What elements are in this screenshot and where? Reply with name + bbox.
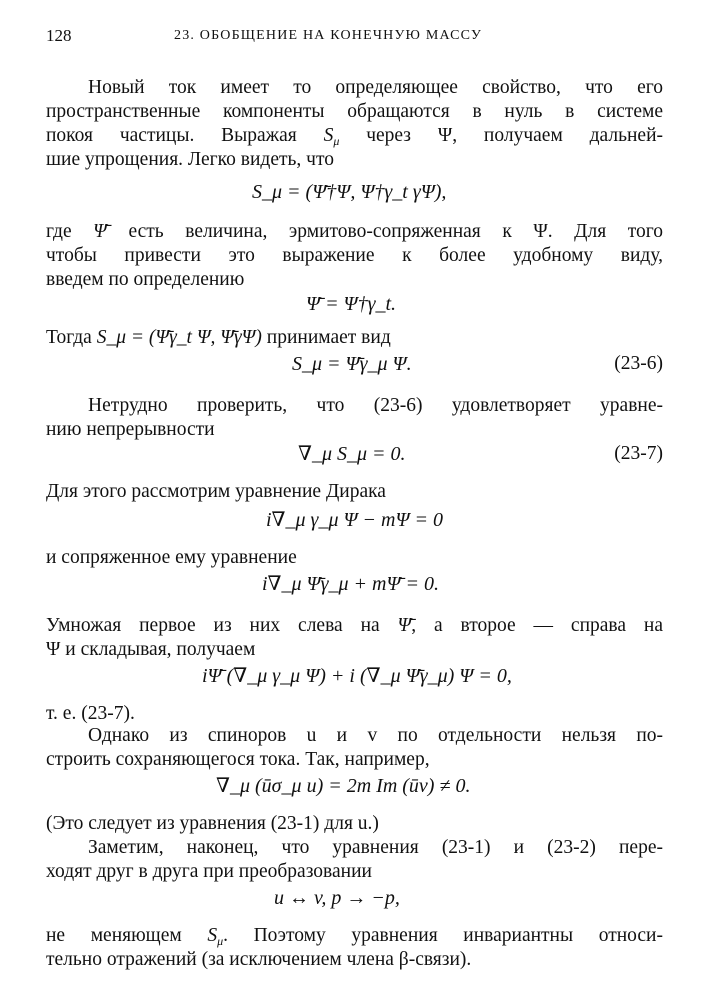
text-line: Новый ток имеет то определяющее свойство, что его [88, 77, 663, 98]
equation-conjugate [262, 572, 439, 596]
text-line: т. е. (23-7). [46, 703, 135, 724]
text-span: Тогда [46, 327, 92, 348]
equation-dirac [266, 508, 443, 532]
text-line: Заметим, наконец, что уравнения (23-1) и (23-2) пере- [88, 837, 663, 858]
math-symbol: Ψ̄ [397, 615, 412, 636]
text-line: ходят друг в друга при преобразовании [46, 861, 372, 882]
text-line [46, 924, 663, 948]
equation-text: i∇_μ γ_μ Ψ − mΨ = 0 [266, 509, 444, 531]
equation-uv [216, 774, 470, 798]
text-span: через Ψ, получаем дальней- [366, 125, 664, 146]
text-span: где [46, 221, 72, 242]
text-line: (Это следует из уравнения (23-1) для u.) [46, 813, 379, 834]
math-symbol: Ψ̄ [93, 221, 107, 242]
page-header [46, 26, 666, 50]
text-span: есть величина, эрмитово-сопряженная к Ψ. Для того [128, 221, 663, 242]
equation-text: i∇_μ Ψ̄γ_μ + mΨ̄ = 0. [262, 573, 440, 595]
equation-text: iΨ̄ (∇_μ γ_μ Ψ) + i (∇_μ Ψ̄γ_μ) Ψ = 0, [202, 665, 512, 687]
equation-transformation [274, 886, 400, 910]
math-symbol: $S_\mu$ [323, 125, 340, 148]
text-line [46, 220, 663, 244]
running-title: 23. ОБОБЩЕНИЕ НА КОНЕЧНУЮ МАССУ [174, 28, 483, 43]
text-span: Умножая первое из них слева на [46, 615, 380, 636]
equation-text: S_μ = (Ψ̄†Ψ, Ψ†γ_t γΨ), [252, 181, 447, 203]
equation-text: S_μ = Ψ̄γ_μ Ψ. [292, 353, 412, 375]
equation-s-mu [252, 180, 446, 204]
equation-definition [306, 292, 396, 316]
text-line: тельно отражений (за исключением члена β-связи). [46, 949, 472, 970]
equation-text: ∇_μ (ūσ_μ u) = 2m Im (ūv) ≠ 0. [216, 775, 471, 797]
text-line: нию непрерывности [46, 419, 215, 440]
text-span: покоя частицы. Выражая [46, 125, 297, 146]
page-number: 128 [46, 26, 72, 45]
text-line: строить сохраняющегося тока. Так, например, [46, 749, 430, 770]
text-span: принимает вид [266, 327, 391, 348]
text-span: , а второе — справа на [411, 615, 663, 636]
text-line: пространственные компоненты обращаются в нуль в системе [46, 101, 663, 122]
text-line [46, 326, 663, 350]
text-line [46, 124, 663, 148]
text-span: не меняющем [46, 925, 182, 946]
equation-text: ∇_μ S_μ = 0. [298, 443, 406, 465]
text-line: чтобы привести это выражение к более удобному виду, [46, 245, 663, 266]
equation-number: (23-7) [614, 443, 663, 464]
text-line: Однако из спиноров u и v по отдельности нельзя по- [88, 725, 663, 746]
text-line: Нетрудно проверить, что (23-6) удовлетворяет уравне- [88, 395, 663, 416]
text-line: Ψ и складывая, получаем [46, 639, 256, 660]
text-line: Для этого рассмотрим уравнение Дирака [46, 481, 386, 502]
equation-23-7 [298, 442, 406, 466]
equation-text: Ψ̄ = Ψ†γ_t. [306, 293, 397, 315]
equation-number: (23-6) [614, 353, 663, 374]
math-symbol: $S_\mu$ [207, 925, 224, 948]
inline-equation: S_μ = (Ψ̄γ_t Ψ, Ψ̄γΨ) [96, 327, 262, 348]
text-line: введем по определению [46, 269, 245, 290]
text-line: шие упрощения. Легко видеть, что [46, 149, 334, 170]
text-line [46, 614, 663, 638]
equation-sum [202, 664, 512, 688]
text-line: и сопряженное ему уравнение [46, 547, 297, 568]
text-span: . Поэтому уравнения инвариантны относи- [223, 925, 663, 946]
equation-text: u ↔ v, p → −p, [274, 887, 400, 909]
equation-23-6 [292, 352, 412, 376]
